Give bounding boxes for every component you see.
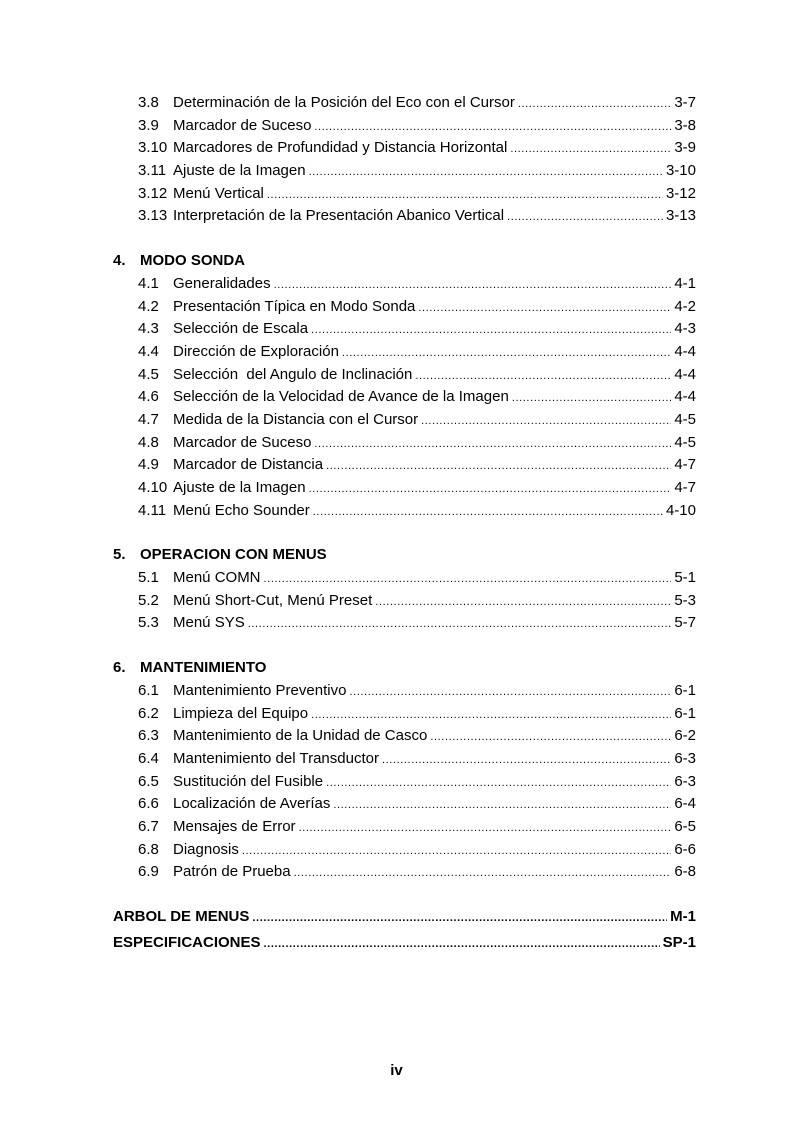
entry-title: Diagnosis [173, 840, 239, 858]
toc-entry[interactable] [113, 273, 696, 296]
toc-entry[interactable] [113, 318, 696, 341]
entry-number: 6.6 [138, 795, 159, 813]
entry-number: 3.13 [138, 207, 168, 225]
entry-number: 4.4 [138, 342, 159, 360]
toc-top-entries [113, 92, 696, 228]
entry-page: 6-1 [674, 681, 696, 699]
entry-number: 5.2 [138, 591, 159, 609]
entry-number: 6.2 [138, 704, 159, 722]
toc-entry[interactable] [113, 500, 696, 523]
toc-entry[interactable] [113, 341, 696, 364]
entry-number: 4.2 [138, 297, 159, 315]
toc-entry[interactable] [113, 386, 696, 409]
entry-title: Mantenimiento de la Unidad de Casco [173, 727, 428, 745]
toc-entry[interactable] [113, 816, 696, 839]
entry-title: Menú SYS [173, 614, 245, 632]
entry-page: 4-4 [674, 342, 696, 360]
entry-title: Patrón de Prueba [173, 863, 291, 881]
dot-leader [252, 905, 667, 931]
toc-entry[interactable] [113, 567, 696, 590]
toc-entry[interactable] [113, 477, 696, 500]
entry-page: 3-10 [665, 162, 696, 180]
dot-leader [430, 726, 671, 749]
entry-title: ARBOL DE MENUS [113, 908, 250, 925]
entry-number: 6.4 [138, 749, 159, 767]
dot-leader [314, 433, 671, 456]
entry-page: 3-8 [674, 116, 696, 134]
entry-title: Ajuste de la Imagen [173, 162, 306, 180]
entry-number: 3.8 [138, 94, 159, 111]
dot-leader [415, 365, 671, 388]
toc-section-6 [113, 657, 696, 884]
entry-number: 4.5 [138, 365, 159, 383]
entry-number: 4.11 [138, 501, 167, 519]
toc-entry[interactable] [113, 793, 696, 816]
toc-section-5 [113, 544, 696, 635]
entry-number: 3.9 [138, 116, 159, 134]
entry-page: 6-5 [674, 817, 696, 835]
entry-title: Marcadores de Profundidad y Distancia Horizontal [173, 139, 508, 157]
entry-page: 4-4 [674, 365, 696, 383]
dot-leader [510, 138, 671, 161]
dot-leader [311, 319, 671, 342]
entry-title: Medida de la Distancia con el Cursor [173, 410, 419, 428]
toc-entry[interactable] [113, 183, 696, 206]
entry-page: 4-5 [674, 410, 696, 428]
entry-title: Menú Echo Sounder [173, 501, 310, 519]
entry-title: Determinación de la Posición del Eco con el Cursor [173, 94, 515, 111]
dot-leader [382, 749, 671, 772]
toc-entry[interactable] [113, 748, 696, 771]
toc-entry[interactable] [113, 839, 696, 862]
dot-leader [311, 704, 671, 727]
entry-page: 6-1 [674, 704, 696, 722]
entry-number: 4.8 [138, 433, 159, 451]
entry-number: 6.9 [138, 863, 159, 881]
entry-page: 4-4 [674, 388, 696, 406]
table-of-contents [113, 92, 696, 956]
dot-leader [349, 681, 671, 704]
dot-leader [309, 478, 672, 501]
toc-entry[interactable] [113, 454, 696, 477]
toc-entry[interactable] [113, 92, 696, 115]
entry-number: 4.3 [138, 320, 159, 338]
toc-entry[interactable] [113, 771, 696, 794]
entry-title: Mensajes de Error [173, 817, 296, 835]
entry-title: ESPECIFICACIONES [113, 934, 261, 951]
entry-page: 5-1 [674, 569, 696, 587]
entry-number: 3.12 [138, 184, 168, 202]
toc-entry[interactable] [113, 904, 696, 930]
dot-leader [326, 772, 671, 795]
toc-entry[interactable] [113, 930, 696, 956]
entry-page: 4-1 [674, 274, 696, 292]
section-heading[interactable] [113, 544, 696, 567]
section-heading[interactable] [113, 250, 696, 273]
dot-leader [313, 501, 663, 524]
entry-title: Presentación Típica en Modo Sonda [173, 297, 416, 315]
toc-entry[interactable] [113, 612, 696, 635]
entry-title: Localización de Averías [173, 795, 331, 813]
entry-number: 5.3 [138, 614, 159, 632]
entry-page: 5-7 [674, 614, 696, 632]
entry-number: 3.10 [138, 139, 168, 157]
toc-entry[interactable] [113, 680, 696, 703]
dot-leader [267, 184, 663, 207]
entry-number: 4.6 [138, 388, 159, 406]
dot-leader [418, 297, 671, 320]
entry-page: 4-2 [674, 297, 696, 315]
dot-leader [342, 342, 671, 365]
toc-entry[interactable] [113, 861, 696, 884]
entry-title: Menú Short-Cut, Menú Preset [173, 591, 373, 609]
entry-title: Ajuste de la Imagen [173, 479, 306, 496]
dot-leader [333, 794, 671, 817]
entry-title: Menú Vertical [173, 184, 264, 202]
entry-title: Menú COMN [173, 569, 261, 587]
entry-page: M-1 [670, 908, 696, 925]
entry-page: SP-1 [662, 934, 696, 951]
dot-leader [242, 840, 671, 863]
dot-leader [264, 568, 672, 591]
section-heading[interactable] [113, 657, 696, 680]
page-number: iv [390, 1062, 403, 1079]
entry-title: Limpieza del Equipo [173, 704, 309, 722]
entry-page: 6-3 [674, 772, 696, 790]
toc-entry[interactable] [113, 205, 696, 228]
entry-title: Interpretación de la Presentación Abanico Vertical [173, 207, 505, 225]
toc-entry[interactable] [113, 703, 696, 726]
toc-appendix-entries [113, 904, 696, 956]
entry-number: 4.7 [138, 410, 159, 428]
entry-number: 6.8 [138, 840, 159, 858]
entry-number: 4.1 [138, 274, 159, 292]
toc-entry[interactable] [113, 296, 696, 319]
section-title: MODO SONDA [140, 252, 245, 270]
entry-title: Marcador de Suceso [173, 116, 312, 134]
section-number: 4. [113, 252, 126, 270]
entry-title: Mantenimiento del Transductor [173, 749, 379, 767]
dot-leader [248, 613, 672, 636]
dot-leader [274, 274, 672, 297]
dot-leader [264, 931, 660, 957]
toc-entry[interactable] [113, 590, 696, 613]
entry-page: 6-8 [674, 863, 696, 881]
entry-number: 3.11 [138, 162, 167, 180]
dot-leader [421, 410, 671, 433]
toc-entry[interactable] [113, 409, 696, 432]
entry-title: Mantenimiento Preventivo [173, 681, 347, 699]
entry-title: Generalidades [173, 274, 271, 292]
entry-title: Selección del Angulo de Inclinación [173, 365, 413, 383]
entry-page: 6-6 [674, 840, 696, 858]
section-number: 5. [113, 546, 126, 564]
entry-title: Marcador de Suceso [173, 433, 312, 451]
entry-page: 4-10 [665, 501, 696, 519]
entry-page: 5-3 [674, 591, 696, 609]
entry-page: 3-12 [665, 184, 696, 202]
entry-page: 6-4 [674, 795, 696, 813]
dot-leader [294, 862, 672, 885]
entry-page: 4-7 [674, 479, 696, 496]
entry-number: 6.3 [138, 727, 159, 745]
dot-leader [507, 206, 663, 229]
dot-leader [512, 387, 672, 410]
dot-leader [299, 817, 672, 840]
entry-page: 6-2 [674, 727, 696, 745]
entry-number: 4.10 [138, 479, 168, 496]
entry-page: 4-7 [674, 456, 696, 474]
entry-page: 3-7 [674, 94, 696, 111]
entry-title: Sustitución del Fusible [173, 772, 324, 790]
entry-number: 5.1 [138, 569, 159, 587]
dot-leader [518, 93, 671, 116]
section-number: 6. [113, 659, 126, 677]
entry-number: 6.1 [138, 681, 159, 699]
section-title: OPERACION CON MENUS [140, 546, 327, 564]
toc-section-4 [113, 250, 696, 522]
entry-title: Marcador de Distancia [173, 456, 324, 474]
entry-page: 6-3 [674, 749, 696, 767]
entry-title: Selección de la Velocidad de Avance de la Imagen [173, 388, 509, 406]
toc-entry[interactable] [113, 160, 696, 183]
dot-leader [375, 591, 671, 614]
dot-leader [314, 116, 671, 139]
entry-title: Selección de Escala [173, 320, 309, 338]
entry-page: 3-13 [665, 207, 696, 225]
entry-number: 6.5 [138, 772, 159, 790]
entry-page: 3-9 [674, 139, 696, 157]
toc-entry[interactable] [113, 364, 696, 387]
toc-entry[interactable] [113, 137, 696, 160]
entry-title: Dirección de Exploración [173, 342, 339, 360]
dot-leader [309, 161, 663, 184]
entry-page: 4-5 [674, 433, 696, 451]
toc-entry[interactable] [113, 432, 696, 455]
toc-entry[interactable] [113, 725, 696, 748]
dot-leader [326, 455, 671, 478]
toc-entry[interactable] [113, 115, 696, 138]
entry-number: 6.7 [138, 817, 159, 835]
entry-page: 4-3 [674, 320, 696, 338]
section-title: MANTENIMIENTO [140, 659, 267, 677]
entry-number: 4.9 [138, 456, 159, 474]
